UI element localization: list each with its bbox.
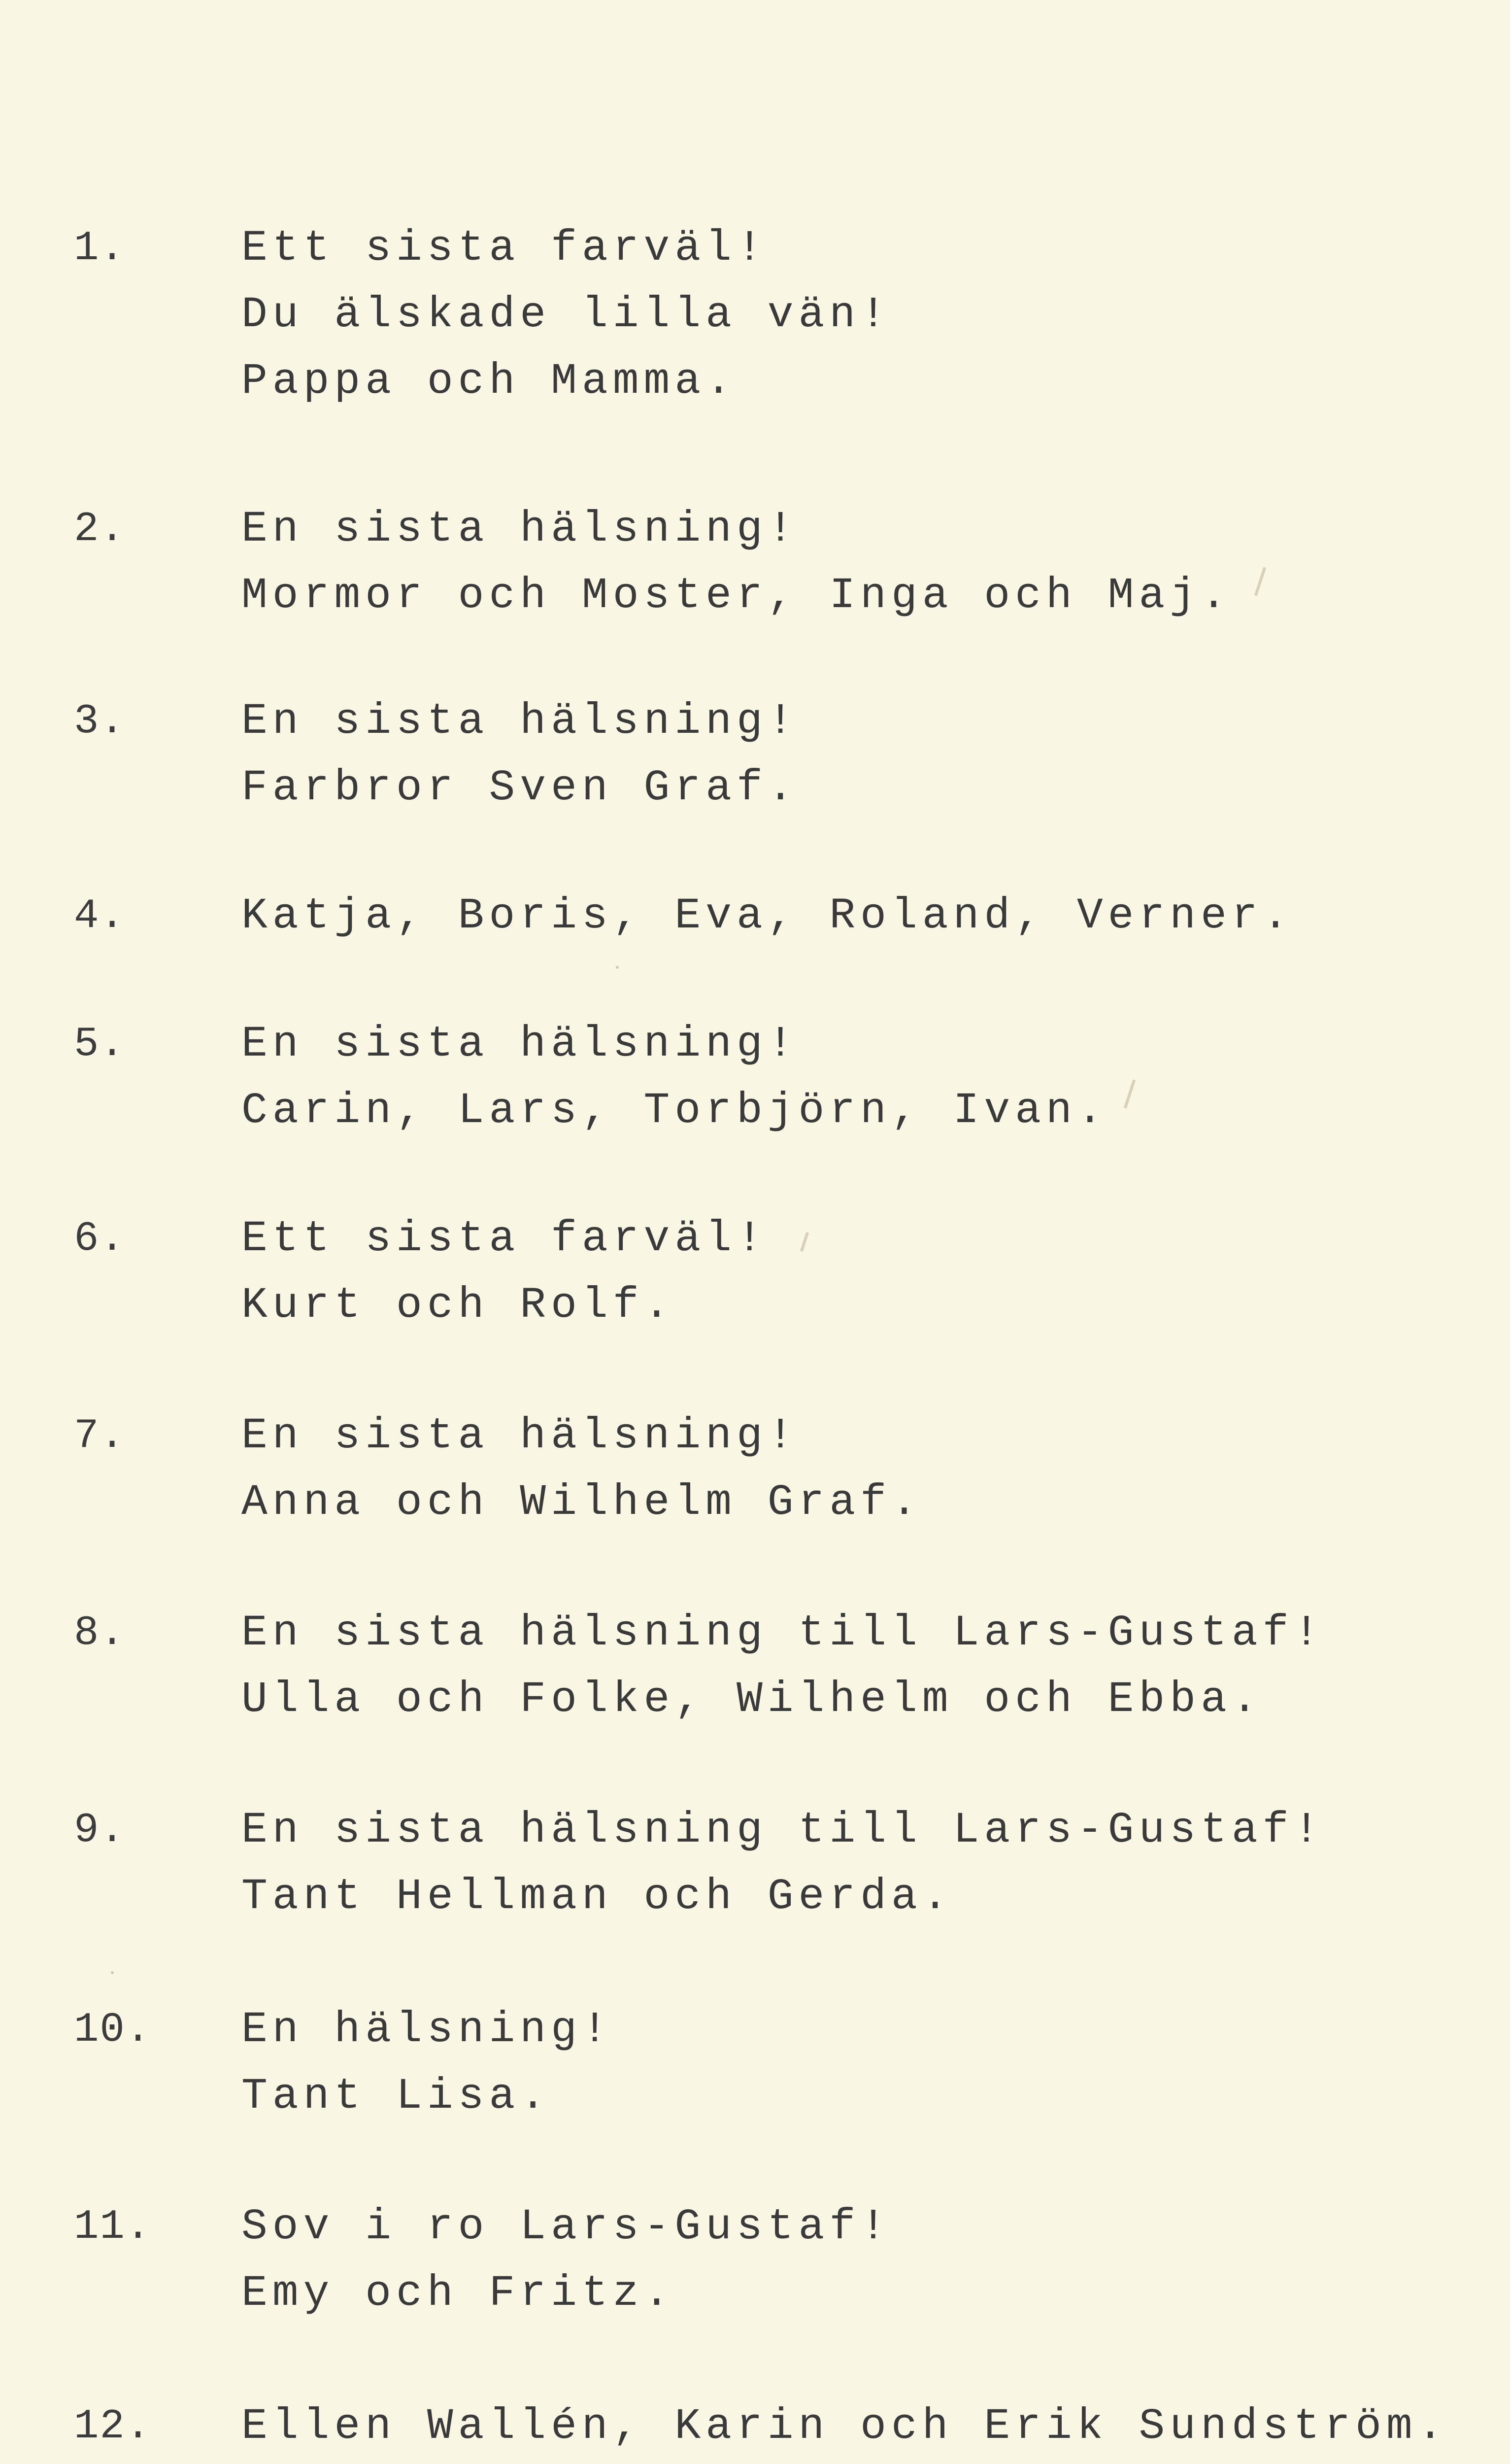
item-line: En sista hälsning! bbox=[241, 1020, 799, 1069]
pencil-mark bbox=[1124, 1080, 1136, 1109]
item-number: 9. bbox=[74, 1807, 126, 1854]
pencil-mark bbox=[800, 1232, 809, 1252]
item-line: Tant Lisa. bbox=[241, 2072, 551, 2121]
item-line: En hälsning! bbox=[241, 2006, 613, 2054]
item-number: 12. bbox=[74, 2403, 152, 2450]
item-line: Du älskade lilla vän! bbox=[241, 291, 891, 340]
paper-speck bbox=[616, 966, 619, 969]
item-line: Emy och Fritz. bbox=[241, 2269, 675, 2318]
item-number: 1. bbox=[74, 225, 126, 272]
item-line: Pappa och Mamma. bbox=[241, 357, 737, 406]
item-line: En sista hälsning! bbox=[241, 505, 799, 554]
item-line: Ulla och Folke, Wilhelm och Ebba. bbox=[241, 1676, 1263, 1724]
item-number: 4. bbox=[74, 893, 126, 940]
item-line: En sista hälsning! bbox=[241, 1412, 799, 1461]
item-line: Anna och Wilhelm Graf. bbox=[241, 1478, 922, 1527]
item-line: Mormor och Moster, Inga och Maj. bbox=[241, 572, 1232, 620]
item-number: 8. bbox=[74, 1610, 126, 1657]
paper-speck bbox=[111, 1971, 114, 1974]
item-line: En sista hälsning till Lars-Gustaf! bbox=[241, 1609, 1325, 1658]
item-line: Kurt och Rolf. bbox=[241, 1281, 675, 1330]
item-number: 10. bbox=[74, 2007, 152, 2053]
item-number: 7. bbox=[74, 1413, 126, 1460]
item-line: Ett sista farväl! bbox=[241, 1215, 768, 1264]
item-number: 5. bbox=[74, 1021, 126, 1068]
item-line: Tant Hellman och Gerda. bbox=[241, 1873, 953, 1921]
item-line: En sista hälsning till Lars-Gustaf! bbox=[241, 1806, 1325, 1855]
item-line: En sista hälsning! bbox=[241, 697, 799, 746]
item-number: 2. bbox=[74, 506, 126, 553]
pencil-mark bbox=[1254, 567, 1266, 596]
item-number: 6. bbox=[74, 1216, 126, 1263]
item-line: Carin, Lars, Torbjörn, Ivan. bbox=[241, 1087, 1108, 1135]
item-line: Sov i ro Lars-Gustaf! bbox=[241, 2203, 891, 2252]
item-line: Ett sista farväl! bbox=[241, 224, 768, 273]
item-line: Katja, Boris, Eva, Roland, Verner. bbox=[241, 892, 1294, 941]
item-number: 11. bbox=[74, 2204, 152, 2251]
item-line: Ellen Wallén, Karin och Erik Sundström. bbox=[241, 2402, 1448, 2451]
item-line: Farbror Sven Graf. bbox=[241, 764, 799, 813]
item-number: 3. bbox=[74, 698, 126, 745]
